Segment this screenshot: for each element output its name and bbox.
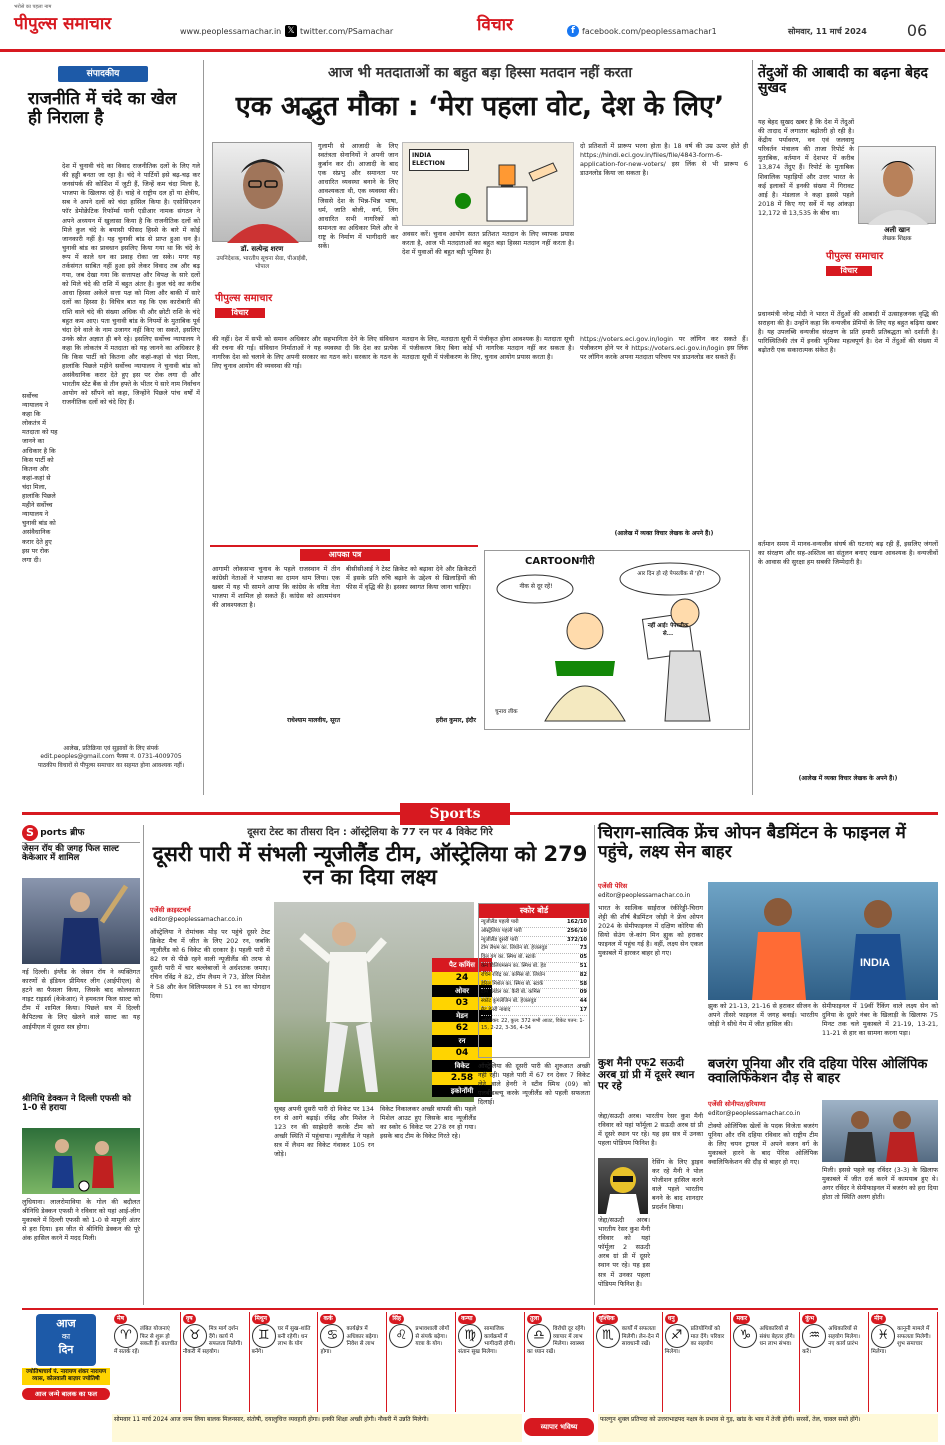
zodiac-name: कुंभ xyxy=(802,1314,817,1324)
author-photo xyxy=(212,142,312,242)
article-kicker: आज भी मतदाताओं का बहुत बड़ा हिस्सा मतदान नहीं करता xyxy=(327,65,633,81)
nz-byline: एजेंसी क्राइस्टचर्च xyxy=(150,906,191,914)
jason-roy-photo xyxy=(22,878,140,964)
racer-helmet-icon xyxy=(598,1158,648,1214)
tigers-title: तेंदुओं की आबादी का बढ़ना बेहद सुखद xyxy=(758,65,928,97)
badminton-byline: एजेंसी पेरिस xyxy=(598,882,628,890)
stat-label: मेडन xyxy=(432,1010,492,1022)
scoreboard-row xyxy=(481,963,587,972)
zodiac-name: कर्क xyxy=(320,1314,335,1324)
tigers-author-photo xyxy=(858,146,936,224)
column-divider-right xyxy=(752,60,753,795)
zodiac-name: मिथुन xyxy=(252,1314,270,1324)
badminton-text-2: झुक को 21-13, 21-16 से हराकर सीजन के अपने तीसरे फाइनल में जगह बनाई। भारतीय जोड़ी ने सीधे गेम में जीत हासिल की। xyxy=(708,1002,821,1029)
astrologer-name: ज्योतिषाचार्य पं. नारायण शंकर नारायण व्यास, कोलवाली बाज़ार ज्योतिषी xyxy=(22,1368,110,1385)
zodiac-text: घर में सुख-शांति बनी रहेगी। धन लाभ के योग बनेंगे। xyxy=(251,1326,311,1355)
kush-photo xyxy=(598,1158,648,1214)
scoreboard-batter: टॉम ब्लंडेल का. कैरी बो. कमिंस xyxy=(481,989,541,996)
zodiac-sign xyxy=(181,1312,250,1412)
badminton-email[interactable]: editor@peoplessamachar.co.in xyxy=(598,892,691,899)
scoreboard-batter: स्कॉट कुगलेजिन बो. हेजलवुड xyxy=(481,998,537,1005)
zodiac-sign xyxy=(387,1312,456,1412)
article-col2-bottom: मतदान के लिए, मतदाता सूची में पंजीकृत होना आवश्यक है। मतदाता सूची में पंजीकरण किए बिना कोई भी नागरिक मतदान नहीं कर सकता है। मतदाता सूची में पंजीकरण के लिए, चुनाव आयोग प्रयास करता है। xyxy=(402,335,577,362)
tigers-disclaimer: (आलेख में व्यक्त विचार लेखक के अपने हैं।) xyxy=(798,775,898,782)
zodiac-symbol-icon: ♒ xyxy=(802,1324,826,1348)
scoreboard-score: 162/10 xyxy=(567,919,587,925)
watermark-section: विचार xyxy=(215,308,265,319)
stat-value: 2.58 xyxy=(432,1072,492,1085)
scoreboard-batter: न्यूजीलैंड पहली पारी xyxy=(481,919,519,925)
scoreboard-score: 51 xyxy=(579,962,587,969)
zodiac-sign xyxy=(663,1312,732,1412)
sports-s-icon: S xyxy=(22,825,38,841)
article-col1: गुलामी से आजादी के लिए स्वतंत्रता सेनानियों ने अपनी जान कुर्बान कर दी। आजादी के बाद एक संप्रभु और समानता पर आधारित व्यवस्था बनाने के लिए आवश्यकता थी, एक व्यवस्था की। जिससे देश के भिन्न-भिन्न भाषा, धर्म, जाति बोली, वर्ण, लिंग आधारित सभी नागरिकों को समानता का अधिकार मिले और वे राष्ट्र के निर्माण में भागीदारी कर सकें। xyxy=(318,142,401,251)
zodiac-text: कार्यों में सफलता मिलेगी। लेन-देन में सावधानी रखें। xyxy=(621,1326,659,1348)
zodiac-sign xyxy=(250,1312,319,1412)
badminton-text: भारत के सात्विक साईराज रंकीरेड्डी-चिराग शेट्टी की शीर्ष बैडमिंटन जोड़ी ने फ्रेंच ओपन 2024 के सेमीफाइनल में दक्षिण कोरिया की सियो सेउंग जे-कांग मिन ह्युक को हराकर फाइनल में पहुंच गई है। वहीं, लक्ष्य सेन एकल मुकाबले में हारकर बाहर हो गए। xyxy=(598,904,706,958)
wrestlers-icon xyxy=(822,1100,938,1162)
scoreboard-row xyxy=(481,972,587,981)
watermark-logo: पीपुल्स समाचार xyxy=(215,293,273,304)
zodiac-sign xyxy=(731,1312,800,1412)
scoreboard-score: 73 xyxy=(579,945,587,952)
stat-value: 62 xyxy=(432,1022,492,1035)
editorial-title: राजनीति में चंदे का खेल ही निराला है xyxy=(28,89,177,128)
article-disclaimer: (आलेख में व्यक्त विचार लेखक के अपने हैं।) xyxy=(614,530,714,537)
bajrang-headline: बजरंग पूनिया और रवि दहिया पेरिस ओलिंपिक क्वालिफिकेशन दौड़ से बाहर xyxy=(708,1057,928,1087)
scoreboard-title: स्कोर बोर्ड xyxy=(479,904,589,918)
tigers-text-3: वर्तमान समय में मानव-वन्यजीव संघर्ष की घटनाएं बढ़ रही हैं, इसलिए जंगलों का संरक्षण और सह-अस्तित्व का संतुलन बनाए रखना आवश्यक है। वन्यजीवों के आवास की सुरक्षा हम सबकी जिम्मेदारी है। xyxy=(758,540,941,567)
zodiac-sign xyxy=(525,1312,594,1412)
zodiac-symbol-icon: ♈ xyxy=(114,1324,138,1348)
editorial-disclaimer: पाठकीय विचारों से पीपुल्स समाचार का सहमत होना आवश्यक नहीं। xyxy=(37,761,185,769)
zodiac-symbol-icon: ♐ xyxy=(665,1324,689,1348)
zodiac-row xyxy=(112,1312,938,1412)
scoreboard-batter: न्यूजीलैंड दूसरी पारी xyxy=(481,936,518,943)
scoreboard-score: 44 xyxy=(579,998,587,1005)
kush-text-3: जेद्दा/सऊदी अरब। भारतीय रेसर कुश मैनी रविवार को यहां फॉर्मूला 2 सऊदी अरब ग्रां प्री में दूसरे स्थान पर रहे। यह इस सत्र में उनका पहला पोडियम फिनिश है। xyxy=(598,1216,653,1288)
scoreboard-batter: डेरिल मिशेल का. स्मिथ बो. स्टार्क xyxy=(481,980,544,987)
zodiac-symbol-icon: ♍ xyxy=(458,1324,482,1348)
zodiac-text: अधिकारियों से संबंध बेहतर होंगे। धन लाभ संभव। xyxy=(759,1326,795,1348)
stat-label: ओवर xyxy=(432,985,492,997)
stat-value: 04 xyxy=(432,1047,492,1060)
article-col2: अवसर करें। चुनाव आयोग सतत प्रतिशत मतदान के लिए व्यापक प्रयास करता है, आज भी मतदाताओं का बहुत बड़ा हिस्सा मतदान नहीं करता है। देश में युवाओं की बहुत बड़ी भूमिका है। xyxy=(402,230,577,257)
illustration-label: INDIA ELECTION xyxy=(409,149,469,171)
zodiac-text: विरोधी दूर रहेंगे। व्यापार में लाभ मिलेगा। स्वास्थ्य का ध्यान रखें। xyxy=(526,1326,586,1355)
website-link[interactable]: www.peoplessamachar.in xyxy=(180,27,282,36)
business-text: फाल्गुन शुक्ल प्रतिपदा को उत्तराभाद्रपद नक्षत्र के प्रभाव से गुड़, खांड के भाव में तेजी होगी। सरसों, तेल, चावल सस्ते होंगे। xyxy=(598,1414,938,1442)
zodiac-symbol-icon: ♊ xyxy=(252,1324,276,1348)
scoreboard-score: 17 xyxy=(579,1006,587,1013)
scoreboard-row xyxy=(481,919,587,928)
business-label: व्यापार भविष्य xyxy=(524,1418,594,1436)
scoreboard-batter: रचिन रविंद्र का. कमिंस बो. लियोन xyxy=(481,971,545,978)
football-player-icon xyxy=(22,1128,140,1194)
sports-brief-header xyxy=(22,825,140,843)
horoscope-title-box xyxy=(22,1312,110,1440)
editorial-footer-line1: आलेख, प्रतिक्रिया एवं सुझावों के लिए संपर्क xyxy=(63,745,159,752)
letter-2: बीसीसीआई ने टेस्ट क्रिकेट को बढ़ावा देने और क्रिकेटरों में इसके प्रति रुचि बढ़ाने के उद्देश्य से खिलाड़ियों की फीस में वृद्धि की है। इसका स्वागत किया जाना चाहिए। xyxy=(346,565,479,592)
article-col3-bottom: https://voters.eci.gov.in/login पर लॉगिन कर सकते हैं। पंजीकरण होने पर वे https://voters.eci.gov.in/login इस लिंक पर लॉगिन करके अपना मतदाता परिचय पत्र डाउनलोड कर सकते हैं। xyxy=(580,335,751,362)
zodiac-name: धनु xyxy=(665,1314,678,1324)
horoscope-title-mid: का xyxy=(61,1331,71,1341)
nz-text-2: सुबह अपनी दूसरी पारी दो विकेट पर 134 रन से आगे बढ़ाई। रविंद्र और मिशेल ने 123 रन की साझेदारी करके टीम को अच्छी स्थिति में पहुंचाया। न्यूजीलैंड ने पहले सत्र में लैथम का विकेट गंवाकर 105 रन जोड़े। xyxy=(274,1105,377,1159)
zodiac-name: मीन xyxy=(871,1314,885,1324)
zodiac-symbol-icon: ♋ xyxy=(320,1324,344,1348)
stat-player-name: पैट कमिंस xyxy=(432,958,492,972)
zodiac-sign xyxy=(869,1312,938,1412)
zodiac-name: तुला xyxy=(527,1314,542,1324)
column-divider xyxy=(203,60,204,795)
child-fortune-text: सोमवार 11 मार्च 2024 आज जन्म लिया बालक मिलनसार, संतोषी, दयालुचित्त व्यवहारी होगा। इनकी शिक्षा अच्छी होगी। नौकरी में उन्नति मिलेगी। xyxy=(112,1414,522,1442)
football-photo xyxy=(22,1128,140,1194)
zodiac-sign xyxy=(112,1312,181,1412)
section-title: विचार xyxy=(476,15,513,35)
twitter-link[interactable]: twitter.com/PSamachar xyxy=(300,27,394,36)
sports-divider-1 xyxy=(143,825,144,1305)
badminton-players-icon xyxy=(708,882,938,1000)
scoreboard-row xyxy=(481,945,587,954)
editorial-body: देश में चुनावी चंदे का विवाद राजनीतिक दलों के लिए गले की हड्डी बनता जा रहा है। चंदे ने पार्टियों इसे बढ़-चढ़ कर जनसंपर्क की कोशिश में जुटी हैं, जिन्हें कम चंदा मिला है, भाजपा के खिलाफ रहे हैं। चाहे वे राष्ट्रीय दल हों या क्षेत्रीय, सब ने अपने दलों को चंदा हासिल किया है। एसोसिएशन फॉर डेमोक्रेटिक रिफॉर्म्स यानी एडीआर नामक संगठन ने अपने अध्ययन में खुलासा किया है कि राजनीतिक दलों को मिले कुल चंदे के बयासी फीसद हिस्से के बारे में कोई जानकारी नहीं है। यह चुनावी बांड से प्राप्त हुआ धन है। चुनावी बांड का प्रावधान इसलिए किया गया था कि चंदे के रूप में काले धन का प्रवाह रोका जा सके। मगर यह तर्कसंगत साबित नहीं हुआ इसे लेकर विवाद तब और बढ़ गया, जब देखा गया कि सत्तापक्ष और विपक्ष के सारे दलों को मिले चंदे की राशि में बहुत अंतर है। कुल चंदे का करीब आधा हिस्सा अकेले सत्ता पक्ष को मिला और बाकी में सारे दलों का हिस्सा है। विचित्र बात यह कि एक कारोबारी की राशि वाले चंदे की संख्या अधिक थी और छोटी राशि के चंदे बहुत कम आए। पता चुनावी बांड के नियमों के मुताबिक पूर्व चंदा देने वाले के नाम उजागर नहीं किए जा सकते, इसलिए उनके स्रोत अज्ञात ही बने रहे। इसलिए सर्वोच्च न्यायालय ने कहा कि लोकतंत्र में मतदाता को यह जानने का अधिकार है कि किस पार्टी को कितना और कहां-कहां से चंदा मिला, हालांकि पिछले महीने सर्वोच्च न्यायालय ने चुनावी बांड को असंवैधानिक करार देते हुए इस पर रोक लगा दी और भारतीय स्टेट बैंक से तीन हफ्ते के भीतर ये सारे नाम निर्वाचन आयोग को सौंपने को कहा, जिन्होंने पिछले पांच वर्षों में राजनीतिक दलों को चंदे दिए हैं। xyxy=(62,162,203,407)
scoreboard-score: 372/10 xyxy=(567,936,587,943)
zodiac-text: अधिकारियों से सहयोग मिलेगा। नए कार्य प्रारंभ करें। xyxy=(802,1326,860,1355)
zodiac-symbol-icon: ♉ xyxy=(183,1324,207,1348)
article-col1-bottom: की नहीं। देश में सभी को समान अधिकार और सहभागिता देने के लिए संविधान की रचना की गई। संविधान निर्माताओं ने यह व्यवस्था दी कि देश का प्रत्येक नागरिक देश को चलाने के लिए अपनी सरकार का गठन करे। सरकार के गठन के लिए चुनाव आयोग की व्यवस्था की गई। xyxy=(212,335,401,371)
tigers-text-2: प्रधानमंत्री नरेन्द्र मोदी ने भारत में तेंदुओं की आबादी में उत्साहजनक वृद्धि की सराहना की है। उन्होंने कहा कि वन्यजीव प्रेमियों के लिए यह बहुत बढ़िया खबर है। यह उपलब्धि वन्यजीव संरक्षण के प्रति हमारी प्रतिबद्धता को दर्शाती है। पारिस्थितिकी तंत्र में इनकी भूमिका महत्वपूर्ण है। देश में तेंदुओं की संख्या में बढ़ोतरी एक सकारात्मक संकेत है। xyxy=(758,310,941,355)
nz-email[interactable]: editor@peoplessamachar.co.in xyxy=(150,916,243,923)
zodiac-name: वृष xyxy=(183,1314,196,1324)
bajrang-text-2: मिली। इससे पहले वह रविंदर (3-3) के खिलाफ मुकाबले में जीत दर्ज करने में कामयाब हुए थे। अगर रविंदर ने सेमीफाइनल में बजरंग को हरा दिया होता तो स्थिति अलग होती। xyxy=(822,1166,941,1202)
badminton-headline: चिराग-सात्विक फ्रेंच ओपन बैडमिंटन के फाइनल में पहुंचे, लक्ष्य सेन बाहर xyxy=(598,823,906,862)
horoscope-title-top: आज xyxy=(56,1317,76,1330)
editorial-contact[interactable]: edit.peoples@gmail.com फैक्स नं. 0731-4009705 xyxy=(40,753,182,761)
letters-box xyxy=(210,545,478,795)
cartoon-bubble-2: आर दिन हो रहे पेपरलीक से 'हो'! xyxy=(637,571,705,577)
tigers-text-1: यह बेहद सुखद खबर है कि देश में तेंदुओं की तादाद में लगातार बढ़ोतरी हो रही है। केंद्रीय पर्यावरण, वन एवं जलवायु परिवर्तन मंत्रालय की ताजा रिपोर्ट के मुताबिक, वर्तमान में देशभर में करीब 13,874 तेंदुए हैं। रिपोर्ट के मुताबिक शिवालिक पहाड़ियों और उत्तर भारत के कई इलाकों में इनकी संख्या में गिरावट आई है। मंडलाल ने कहा इससे पहले 2018 में किए गए सर्वे में यह आंकड़ा 12,172 से 13,535 के बीच था। xyxy=(758,118,857,217)
horoscope-title xyxy=(36,1314,96,1366)
brief-text-2: लुधियाना। लालरोमाविया के गोल की बदौलत श्रीनिधि डेक्कन एफसी ने रविवार को यहां आई-लीग मुकाबले में दिल्ली एफसी को 1-0 से मामूली अंतर से हरा दिया। इस जीत से श्रीनिधि डेक्कन की पूरे अंक हासिल करने में मदद मिली। xyxy=(22,1198,143,1243)
letter-1-signature: राधेश्याम मालवीय, सूरत xyxy=(287,717,340,724)
nz-text-4: ऑस्ट्रेलिया की दूसरी पारी की शुरुआत अच्छी नहीं रही। पहले पारी में 67 रन देकर 7 विकेट लेने वाले हेनरी ने स्टीव स्मिथ (09) को एलबीडब्ल्यू करके न्यूजीलैंड को पहली सफलता दिलाई। xyxy=(478,1062,593,1107)
ballot-box-icon xyxy=(403,143,575,227)
election-illustration xyxy=(402,142,574,226)
scoreboard-batter: टॉम लैथम का. लियोन बो. हेजलवुड xyxy=(481,945,548,952)
horoscope-rule xyxy=(22,1308,938,1310)
child-fortune-label: आज जन्मे बालक का फल xyxy=(22,1388,110,1401)
scoreboard xyxy=(478,903,590,1058)
bajrang-text: टोक्यो ओलिंपिक खेलों के पदक विजेता बजरंग पूनिया और रवि दहिया रविवार को राष्ट्रीय टीम के लिए चयन ट्रायल में अपने वजन वर्ग के मुकाबले हारने के बाद पेरिस ओलिंपिक क्वालिफिकेशन की दौड़ से बाहर हो गए। xyxy=(708,1122,821,1167)
scoreboard-rows xyxy=(479,918,589,1017)
article-headline: एक अद्भुत मौका : ‘मेरा पहला वोट, देश के लिए’ xyxy=(235,91,725,122)
cartoon-sign-2: चुनाव लीक xyxy=(495,709,518,715)
zodiac-text: कार्यक्षेत्र में अधिकार बढ़ेगा। निवेश से लाभ होगा। xyxy=(320,1326,379,1355)
scoreboard-note: अतिरिक्त: 22, कुल: 372 सभी आउट, विकेट पतन: 1-15, 2-22, 3-36, 4-34 xyxy=(481,1017,585,1031)
scoreboard-batter: मैट हेनरी नाबाद xyxy=(481,1006,511,1013)
article-watermark xyxy=(215,292,310,326)
zodiac-text: कानूनी मामले में सफलता मिलेगी। शुभ समाचार मिलेगा। xyxy=(871,1326,931,1355)
logo-tagline: भरोसे का पहला नाम xyxy=(14,4,52,10)
bajrang-byline: एजेंसी सोनीपत/हरियाणा xyxy=(708,1100,766,1108)
badminton-text-3: सेमीफाइनल में 19वीं रैंकिंग वाले लक्ष्य सेन को दुनिया के दूसरे नंबर के खिलाड़ी के खिलाफ 75 मिनट तक चले मुकाबले में 21-19, 13-21, 11-21 से हार का सामना करना पड़ा। xyxy=(822,1002,941,1038)
scoreboard-score: 09 xyxy=(579,989,587,996)
scoreboard-score: 256/10 xyxy=(567,927,587,934)
svg-text:INDIA: INDIA xyxy=(860,957,890,969)
scoreboard-row xyxy=(481,954,587,963)
cartoon-sign: नहीं आई! पेपरलीक से... xyxy=(647,623,689,637)
scoreboard-batter: केन विलियमसन का. स्मिथ बो. हेड xyxy=(481,962,546,969)
facebook-link[interactable]: facebook.com/peoplessamachar1 xyxy=(582,27,717,36)
article-col3: दो प्रतिशतों में प्रारूप भरना होता है। 18 वर्ष की उम्र ऊपर होते ही https://hindi.eci.gov.in/files/file/4843-form-6-application-for-new-voters/ इस लिंक से भी प्रारूप 6 डाउनलोड किया जा सकता है। xyxy=(580,142,751,178)
bajrang-email[interactable]: editor@peoplessamachar.co.in xyxy=(708,1110,801,1117)
masthead-logo[interactable]: पीपुल्स समाचार xyxy=(14,14,112,34)
author-portrait-icon xyxy=(213,143,313,243)
scoreboard-row xyxy=(481,989,587,998)
zodiac-symbol-icon: ♑ xyxy=(733,1324,757,1348)
facebook-icon: f xyxy=(567,25,579,37)
zodiac-name: मेष xyxy=(114,1314,127,1324)
kush-text: जेद्दा/सऊदी अरब। भारतीय रेसर कुश मैनी रविवार को यहां फॉर्मूला 2 सऊदी अरब ग्रां प्री में दूसरे स्थान पर रहे। यह इस सत्र में उनका पहला पोडियम फिनिश है। xyxy=(598,1112,706,1148)
zodiac-symbol-icon: ♓ xyxy=(871,1324,895,1348)
editorial-pullquote: सर्वोच्च न्यायालय ने कहा कि लोकतंत्र में मतदाता को यह जानने का अधिकार है कि किस पार्टी को कितना और कहां-कहां से चंदा मिला, हालांकि पिछले महीने सर्वोच्च न्यायालय ने चुनावी बांड को असंवैधानिक करार देते हुए इस पर रोक लगा दी। xyxy=(22,392,60,564)
kush-text-2: रेसिंग के लिए ड्राइव कर रहे मैनी ने पोल पोजीशन हासिल करने वाले पहले भारतीय बनने के बाद शानदार प्रदर्शन किया। xyxy=(652,1158,706,1212)
editorial-footer xyxy=(22,745,200,785)
zodiac-text: प्रभावशाली लोगों से संपर्क बढ़ेगा। यात्रा के योग। xyxy=(415,1326,450,1348)
sports-brief-label: ports ब्रीफ xyxy=(40,827,85,838)
stat-label: इकोनॉमी xyxy=(432,1085,492,1097)
author-description: उपनिदेशक, भारतीय सूचना सेवा, पीआईबी, भोपाल xyxy=(216,256,308,270)
page-header xyxy=(0,0,945,52)
nz-headline: दूसरी पारी में संभली न्यूजीलैंड टीम, ऑस्ट्रेलिया को 279 रन का दिया लक्ष्य xyxy=(152,842,588,890)
zodiac-sign xyxy=(318,1312,387,1412)
sports-banner: Sports xyxy=(400,803,510,825)
stat-label: रन xyxy=(432,1035,492,1047)
stat-value: 03 xyxy=(432,997,492,1010)
page-number: 06 xyxy=(906,21,928,40)
twitter-icon: 𝕏 xyxy=(285,25,297,37)
zodiac-text: प्रतियोगियों को मात देंगे। परिवार का सहयोग मिलेगा। xyxy=(664,1326,725,1355)
zodiac-name: वृश्चिक xyxy=(596,1314,618,1324)
scoreboard-batter: ऑस्ट्रेलिया पहली पारी xyxy=(481,927,522,934)
letter-1: आगामी लोकसभा चुनाव के पहले राजस्थान में तीन कांग्रेसी नेताओं ने भाजपा का दामन थाम लिया। एक खबर में यह भी सामने आया कि कांग्रेस के वरिष्ठ नेता भाजपा में शामिल हो सकते हैं। कांग्रेस को आत्ममंथन की आवश्यकता है। xyxy=(212,565,343,610)
tigers-section: विचार xyxy=(826,266,872,277)
zodiac-symbol-icon: ♎ xyxy=(527,1324,551,1348)
cartoon-label: CARTOONगीरी xyxy=(525,556,595,567)
scoreboard-score: 58 xyxy=(579,980,587,987)
zodiac-symbol-icon: ♌ xyxy=(389,1324,413,1348)
zodiac-symbol-icon: ♏ xyxy=(596,1324,620,1348)
scoreboard-row xyxy=(481,928,587,937)
nz-text-3: विकेट निकालकर अच्छी वापसी की। पहले मिशेल आउट हुए जिसके बाद न्यूजीलैंड का स्कोर 6 विकेट पर 278 रन हो गया। इसके बाद टीम के विकेट गिरते रहे। xyxy=(380,1105,479,1141)
author-name: डॉ. सत्येन्द्र शरण xyxy=(240,245,284,253)
letters-label: आपका पत्र xyxy=(300,549,390,561)
cartoon-panel xyxy=(484,550,750,730)
tigers-logo: पीपुल्स समाचार xyxy=(826,251,884,262)
zodiac-sign xyxy=(456,1312,525,1412)
cricketer-photo-icon xyxy=(22,878,140,964)
cartoon-bubble-1: नीक से दूर रहें! xyxy=(519,583,553,590)
editorial-column xyxy=(22,62,203,742)
editorial-label: संपादकीय xyxy=(58,66,148,82)
horoscope-title-bot: दिन xyxy=(58,1342,74,1356)
badminton-photo xyxy=(708,882,938,1000)
nz-kicker: दूसरा टेस्ट का तीसरा दिन : ऑस्ट्रेलिया के 77 रन पर 4 विकेट गिरे xyxy=(247,827,493,838)
kush-headline: कुश मैनी एफ2 सऊदी अरब ग्रां प्री में दूसरे स्थान पर रहे xyxy=(598,1057,695,1093)
scoreboard-score: 05 xyxy=(579,954,587,961)
brief-title-1: जेसन रॉय की जगह फिल साल्ट केकेआर में शामिल xyxy=(22,844,119,864)
nz-text: ऑस्ट्रेलिया ने रोमांचक मोड़ पर पहुंचे दूसरे टेस्ट क्रिकेट मैच में जीत के लिए 202 रन, जबकि न्यूजीलैंड को 6 विकेट की दरकार है। पहली पारी में 82 रन से पीछे रहने वाली न्यूजीलैंड की तरफ से दूसरी पारी में चार बल्लेबाजों ने अर्धशतक जमाए। रचिन रविंद्र ने 82, टॉम लैथम ने 73, डेरिल मिशेल ने 58 और केन विलियमसन ने 51 रन का योगदान दिया। xyxy=(150,928,273,1000)
tigers-author-desc: लेखक शिक्षक xyxy=(882,236,912,242)
bajrang-photo xyxy=(822,1100,938,1162)
scoreboard-score: 82 xyxy=(579,971,587,978)
brief-title-2: श्रीनिधि डेक्कन ने दिल्ली एफसी को 1-0 से हराया xyxy=(22,1094,131,1114)
tigers-watermark xyxy=(826,250,938,290)
brief-text-1: नई दिल्ली। इंग्लैंड के जेसन रॉय ने व्यक्तिगत कारणों से इंडियन प्रीमियर लीग (आईपीएल) से हटने का फैसला किया, जिसके बाद कोलकाता नाइट राइडर्स (केकेआर) ने हमवतन फिल साल्ट को टीम में शामिल किया। पिछले सत्र में दिल्ली कैपिटल्स के लिए खेलने वाले साल्ट का यह आईपीएल में दूसरा सत्र होगा। xyxy=(22,968,143,1031)
scoreboard-row xyxy=(481,998,587,1007)
zodiac-name: सिंह xyxy=(389,1314,404,1324)
zodiac-name: मकर xyxy=(733,1314,750,1324)
stat-label: विकेट xyxy=(432,1060,492,1072)
issue-date: सोमवार, 11 मार्च 2024 xyxy=(788,27,867,36)
sports-divider-2 xyxy=(594,825,595,1305)
tigers-author-portrait-icon xyxy=(859,147,937,225)
scoreboard-batter: विल यंग का. स्मिथ बो. स्टार्क xyxy=(481,954,536,961)
zodiac-name: कन्या xyxy=(458,1314,475,1324)
zodiac-sign xyxy=(594,1312,663,1412)
zodiac-text: लंबित योजनाएं फिर से शुरू हो सकती हैं। बातचीत में सतर्क रहें। xyxy=(114,1326,178,1355)
tigers-author-name: अली खान xyxy=(884,226,910,234)
letter-2-signature: हरीश कुमार, इंदौर xyxy=(435,717,476,724)
stat-value: 24 xyxy=(432,972,492,985)
zodiac-text: मित्र मार्ग दर्शन देंगे। कार्य में सफलता मिलेगी। नौकरी में सहयोग। xyxy=(182,1326,243,1355)
scoreboard-row xyxy=(481,1007,587,1016)
zodiac-sign xyxy=(800,1312,869,1412)
zodiac-text: सामाजिक कार्यक्रमों में भागीदारी होगी। संतान सुख मिलेगा। xyxy=(458,1326,516,1355)
